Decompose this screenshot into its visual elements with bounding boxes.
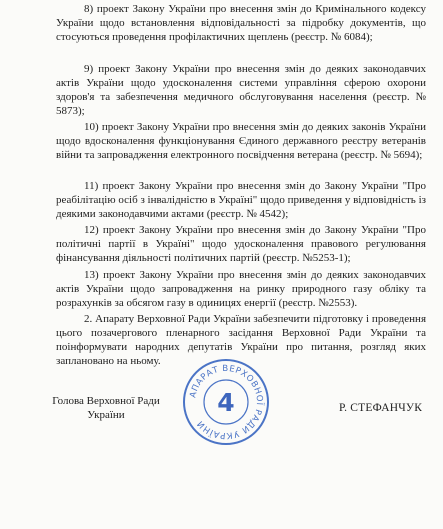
stamp-number: 4 xyxy=(217,388,235,417)
agenda-item-10: 10) проект Закону України про внесення змін до деяких законів України щодо вдосконалення функціонування Єдиного державного реєстру ветеранів війни та запровадження електронного посвідчення ветерана (реєстр. № 5694); xyxy=(56,121,426,161)
signatory-name: Р. СТЕФАНЧУК xyxy=(339,402,423,414)
agenda-item-11: 11) проект Закону України про внесення змін до Закону України "Про реабілітацію осіб з інвалідністю в Україні" щодо приведення у відповідність із деякими законодавчими актами (реєстр. № 4542); xyxy=(56,180,426,220)
agenda-item-12: 12) проект Закону України про внесення змін до Закону України "Про політичні партії в Україні" щодо удосконалення правового регулювання фінансування діяльності політичних партій (реєстр. №5253-1); xyxy=(56,224,426,264)
signatory-title-line-1: Голова Верховної Ради xyxy=(52,395,160,407)
agenda-item-9: 9) проект Закону України про внесення змін до деяких законодавчих актів України щодо удосконалення системи управління сферою охорони здоров'я та забезпечення медичного обслуговування населення (реєстр. № 5873); xyxy=(56,63,426,117)
signatory-title-line-2: України xyxy=(87,409,125,421)
official-stamp-icon xyxy=(181,357,271,447)
paragraph-2: 2. Апарату Верховної Ради України забезпечити підготовку і проведення цього позачергового пленарного засідання Верховної Ради України та поінформувати народних депутатів України про питання, розгляд яких заплановано на ньому. xyxy=(56,313,426,367)
agenda-item-8: 8) проект Закону України про внесення змін до Кримінального кодексу України щодо встановлення відповідальності за підробку документів, що стосуються проведення профілактичних щеплень (реєстр. № 6084); xyxy=(56,3,426,43)
agenda-item-13: 13) проект Закону України про внесення змін до деяких законодавчих актів України щодо запровадження на ринку природного газу обліку та розрахунків за обсягом газу в одиницях енергії (реєстр. №2553). xyxy=(56,269,426,309)
signatory-title xyxy=(36,394,176,422)
stamp-ring-text: АПАРАТ ВЕРХОВНОЇ РАДИ УКРАЇНИ xyxy=(188,363,265,441)
